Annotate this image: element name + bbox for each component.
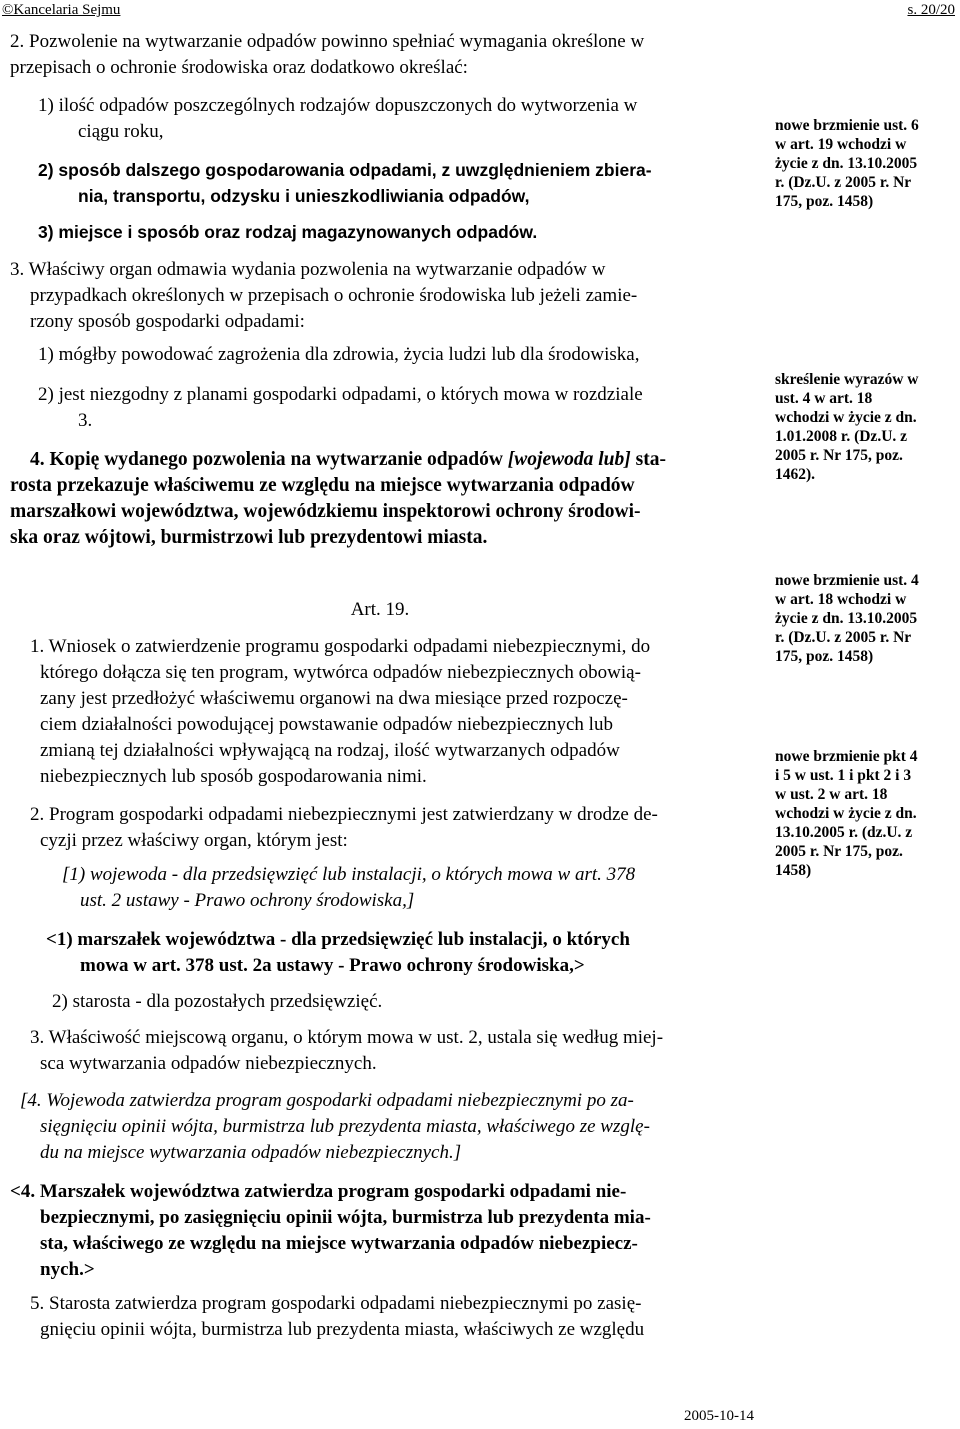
list-item-line: ciągu roku, — [78, 121, 164, 142]
side-note-line: nowe brzmienie ust. 4 — [775, 572, 919, 589]
side-note-line: w art. 19 wchodzi w — [775, 136, 907, 153]
art18-ust2-pkt3 — [10, 219, 768, 245]
art18-ust3-pkt2 — [10, 382, 768, 434]
side-note-line: r. (Dz.U. z 2005 r. Nr — [775, 629, 912, 646]
side-note — [775, 116, 955, 211]
list-item-line: 3) miejsce i sposób oraz rodzaj magazynowanych odpadów. — [38, 222, 538, 242]
paragraph-line: 3. Właściwość miejscową organu, o którym mowa w ust. 2, ustala się według miej- — [30, 1027, 664, 1048]
side-note-line: i 5 w ust. 1 i pkt 2 i 3 — [775, 767, 912, 784]
paragraph-line: rzony sposób gospodarki odpadami: — [30, 311, 305, 332]
art19-ust2-pkt2 — [10, 989, 768, 1015]
text-run-struck: [wojewoda lub] — [507, 449, 631, 470]
side-note-line: nowe brzmienie pkt 4 — [775, 748, 918, 765]
art18-ust2 — [10, 29, 768, 81]
art19-ust1 — [10, 634, 768, 790]
side-note-line: skreślenie wyrazów w — [775, 371, 919, 388]
list-item-line: [1) wojewoda - dla przedsięwzięć lub instalacji, o których mowa w art. 378 — [62, 864, 636, 885]
paragraph-line: sca wytwarzania odpadów niebezpiecznych. — [40, 1053, 377, 1074]
side-note-line: 175, poz. 1458) — [775, 193, 874, 210]
side-note-line: w art. 18 wchodzi w — [775, 591, 907, 608]
art18-ust3-pkt1 — [10, 342, 768, 368]
side-note-line: 13.10.2005 r. (dz.U. z — [775, 824, 913, 841]
side-note-line: ust. 4 w art. 18 — [775, 390, 873, 407]
art18-ust3 — [10, 257, 768, 335]
page-header — [0, 0, 960, 20]
paragraph-line: <4. Marszałek województwa zatwierdza program gospodarki odpadami nie- — [10, 1181, 627, 1202]
art19-ust2-pkt1-new — [10, 927, 768, 979]
art19-ust2 — [10, 802, 768, 854]
footer-date: 2005-10-14 — [684, 1408, 754, 1424]
side-note-line: 1458) — [775, 862, 812, 879]
paragraph-line: przepisach o ochronie środowiska oraz dodatkowo określać: — [10, 57, 468, 78]
header-page-number: s. 20/20 — [907, 2, 955, 18]
list-item-line: ust. 2 ustawy - Prawo ochrony środowiska,] — [80, 890, 415, 911]
paragraph-line: gnięciu opinii wójta, burmistrza lub prezydenta miasta, właściwych ze względu — [40, 1319, 645, 1340]
paragraph-line: rosta przekazuje właściwemu ze względu na miejsce wytwarzania odpadów — [10, 475, 635, 496]
list-item-line: 3. — [78, 410, 93, 431]
list-item-line: 2) sposób dalszego gospodarowania odpadami, z uwzględnieniem zbiera- — [38, 160, 652, 180]
art18-ust2-pkt1 — [10, 93, 768, 145]
art19-ust4-new — [10, 1179, 768, 1283]
paragraph-line: cyzji przez właściwy organ, którym jest: — [40, 830, 348, 851]
paragraph-line: 2. Pozwolenie na wytwarzanie odpadów powinno spełniać wymagania określone w — [10, 31, 645, 52]
paragraph-line: niebezpiecznych lub sposób gospodarowania nimi. — [40, 766, 427, 787]
paragraph-line: 1. Wniosek o zatwierdzenie programu gospodarki odpadami niebezpiecznymi, do — [30, 636, 651, 657]
text-run: 4. Kopię wydanego pozwolenia na wytwarzanie odpadów — [30, 449, 508, 470]
side-note — [775, 571, 955, 666]
side-note-line: w ust. 2 w art. 18 — [775, 786, 888, 803]
paragraph-line — [10, 447, 768, 473]
side-note — [775, 370, 955, 484]
paragraph-line: 3. Właściwy organ odmawia wydania pozwolenia na wytwarzanie odpadów w — [10, 259, 606, 280]
art18-ust2-pkt2 — [10, 157, 768, 209]
list-item-line: nia, transportu, odzysku i unieszkodliwiania odpadów, — [78, 186, 530, 206]
article-title: Art. 19. — [350, 599, 410, 620]
paragraph-line: sięgnięciu opinii wójta, burmistrza lub prezydenta miasta, właściwego ze wzglę- — [40, 1116, 650, 1137]
paragraph-line: zmianą tej działalności wpływającą na rodzaj, ilość wytwarzanych odpadów — [40, 740, 620, 761]
side-note-line: wchodzi w życie z dn. — [775, 409, 917, 426]
paragraph-line: którego dołącza się ten program, wytwórca odpadów niebezpiecznych obowią- — [40, 662, 641, 683]
list-item-line: mowa w art. 378 ust. 2a ustawy - Prawo ochrony środowiska,> — [80, 955, 585, 976]
side-note-line: wchodzi w życie z dn. — [775, 805, 917, 822]
paragraph-line: ska oraz wójtowi, burmistrzowi lub prezydentowi miasta. — [10, 527, 488, 548]
list-item-line: 1) mógłby powodować zagrożenia dla zdrowia, życia ludzi lub dla środowiska, — [38, 344, 640, 365]
side-note-line: życie z dn. 13.10.2005 — [775, 155, 918, 172]
list-item-line: 1) ilość odpadów poszczególnych rodzajów dopuszczonych do wytworzenia w — [38, 95, 638, 116]
paragraph-line: [4. Wojewoda zatwierdza program gospodarki odpadami niebezpiecznymi po za- — [20, 1090, 634, 1111]
side-note-line: 2005 r. Nr 175, poz. — [775, 447, 903, 464]
art19-ust4-old — [10, 1088, 768, 1166]
side-note-line: 175, poz. 1458) — [775, 648, 874, 665]
text-run: sta- — [630, 449, 666, 470]
side-note-line: życie z dn. 13.10.2005 — [775, 610, 918, 627]
list-item-line: 2) starosta - dla pozostałych przedsięwzięć. — [52, 991, 383, 1012]
art19-ust2-pkt1-old — [10, 862, 768, 914]
header-publisher: ©Kancelaria Sejmu — [2, 2, 121, 18]
list-item-line: <1) marszałek województwa - dla przedsięwzięć lub instalacji, o których — [46, 929, 630, 950]
side-note-line: nowe brzmienie ust. 6 — [775, 117, 919, 134]
art19-ust3 — [10, 1025, 768, 1077]
side-note-line: 1462). — [775, 466, 816, 483]
paragraph-line: nych.> — [40, 1259, 95, 1280]
list-item-line: 2) jest niezgodny z planami gospodarki odpadami, o których mowa w rozdziale — [38, 384, 643, 405]
side-note-line: 2005 r. Nr 175, poz. — [775, 843, 903, 860]
paragraph-line: marszałkowi województwa, wojewódzkiemu inspektorowi ochrony środowi- — [10, 501, 641, 522]
art19-ust5 — [10, 1291, 768, 1343]
paragraph-line: 5. Starosta zatwierdza program gospodarki odpadami niebezpiecznymi po zasię- — [30, 1293, 642, 1314]
paragraph-line: du na miejsce wytwarzania odpadów niebezpiecznych.] — [40, 1142, 462, 1163]
side-note-line: 1.01.2008 r. (Dz.U. z — [775, 428, 908, 445]
paragraph-line: sta, właściwego ze względu na miejsce wytwarzania odpadów niebezpiecz- — [40, 1233, 638, 1254]
paragraph-line: ciem działalności powodującej powstawanie odpadów niebezpiecznych lub — [40, 714, 613, 735]
paragraph-line: 2. Program gospodarki odpadami niebezpiecznymi jest zatwierdzany w drodze de- — [30, 804, 658, 825]
art18-ust4 — [10, 447, 768, 551]
paragraph-line: bezpiecznymi, po zasięgnięciu opinii wójta, burmistrza lub prezydenta mia- — [40, 1207, 651, 1228]
paragraph-line: zany jest przedłożyć właściwemu organowi na dwa miesiące przed rozpoczę- — [40, 688, 628, 709]
side-note-line: r. (Dz.U. z 2005 r. Nr — [775, 174, 912, 191]
side-note — [775, 747, 955, 880]
paragraph-line: przypadkach określonych w przepisach o ochronie środowiska lub jeżeli zamie- — [30, 285, 638, 306]
